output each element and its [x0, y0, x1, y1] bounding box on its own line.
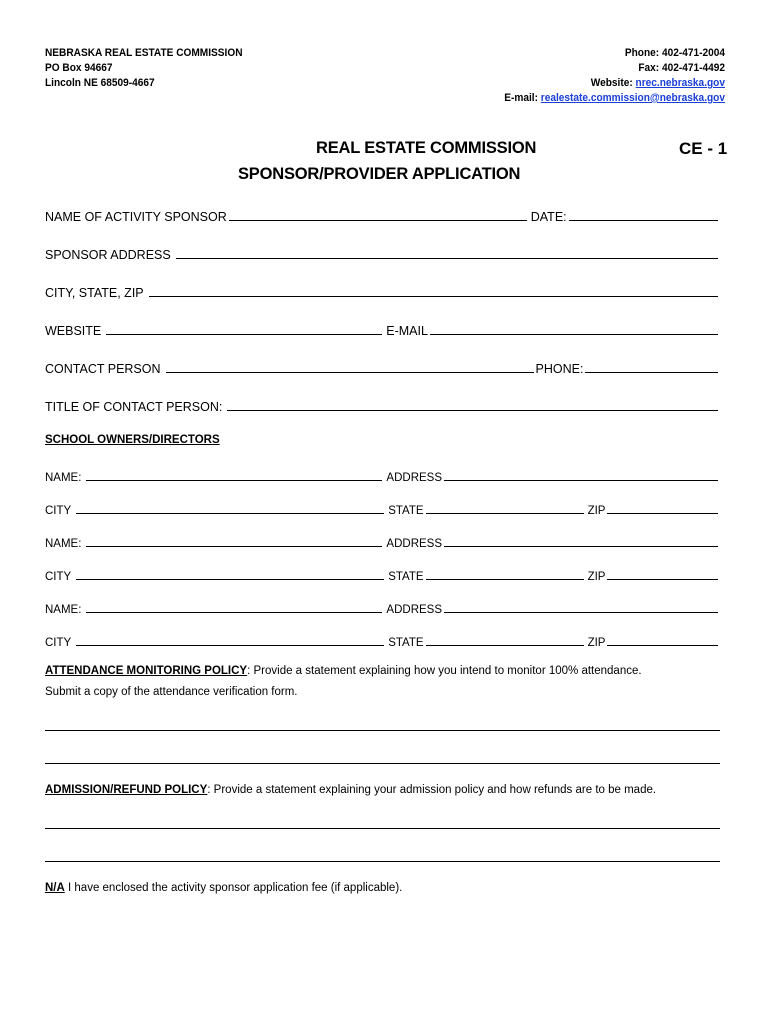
owner-3-city-field[interactable]	[76, 633, 384, 646]
owner-1-city-field[interactable]	[76, 501, 384, 514]
phone-label: PHONE:	[535, 362, 584, 376]
attendance-policy-instruction-2: Submit a copy of the attendance verification form.	[45, 686, 298, 698]
owner-2-name-label: NAME:	[45, 538, 82, 550]
website-link[interactable]: nrec.nebraska.gov	[635, 77, 725, 89]
contact-person-field[interactable]	[166, 359, 534, 373]
email-field-label: E-MAIL	[386, 324, 428, 338]
admission-answer-line-2[interactable]	[45, 861, 720, 862]
attendance-answer-line-2[interactable]	[45, 763, 720, 764]
city-state-zip-field[interactable]	[149, 283, 718, 297]
owner-1-name-field[interactable]	[86, 468, 382, 481]
owner-2-name-row	[45, 532, 718, 550]
owner-3-name-field[interactable]	[86, 600, 382, 613]
city-state-zip-label: CITY, STATE, ZIP	[45, 286, 144, 300]
contact-person-label: CONTACT PERSON	[45, 362, 161, 376]
admission-policy-heading: ADMISSION/REFUND POLICY	[45, 784, 208, 796]
org-name: NEBRASKA REAL ESTATE COMMISSION	[45, 47, 243, 59]
attendance-policy-heading: ATTENDANCE MONITORING POLICY	[45, 665, 248, 677]
owner-1-address-field[interactable]	[444, 468, 718, 481]
owner-2-address-label: ADDRESS	[386, 538, 443, 550]
contact-person-row	[45, 358, 718, 376]
owner-1-city-label: CITY	[45, 505, 72, 517]
admission-policy-instruction: : Provide a statement explaining your admission policy and how refunds are to be made.	[207, 784, 657, 796]
owner-2-address-field[interactable]	[444, 534, 718, 547]
owner-3-name-label: NAME:	[45, 604, 82, 616]
activity-sponsor-row	[45, 206, 718, 224]
po-box: PO Box 94667	[45, 62, 113, 74]
commission-address-block	[45, 46, 243, 91]
website-label: Website:	[590, 77, 636, 89]
sponsor-address-field[interactable]	[176, 245, 718, 259]
email-label: E-mail:	[504, 92, 541, 104]
owner-2-state-field[interactable]	[426, 567, 584, 580]
owner-3-city-label: CITY	[45, 637, 72, 649]
owner-3-name-row	[45, 598, 718, 616]
fee-mark: N/A	[45, 882, 65, 894]
commission-contact-block	[504, 46, 725, 106]
email-line	[504, 91, 725, 106]
owner-2-name-field[interactable]	[86, 534, 382, 547]
owner-1-zip-field[interactable]	[607, 501, 718, 514]
form-subtitle: SPONSOR/PROVIDER APPLICATION	[238, 165, 521, 183]
city-line: Lincoln NE 68509-4667	[45, 77, 155, 89]
owner-3-address-label: ADDRESS	[386, 604, 443, 616]
date-field[interactable]	[569, 207, 718, 221]
owner-2-state-label: STATE	[388, 571, 424, 583]
fee-text: I have enclosed the activity sponsor application fee (if applicable).	[64, 882, 403, 894]
owner-1-state-label: STATE	[388, 505, 424, 517]
owner-3-zip-field[interactable]	[607, 633, 718, 646]
admission-policy-text	[45, 780, 725, 801]
contact-title-label: TITLE OF CONTACT PERSON:	[45, 400, 223, 414]
website-line	[504, 76, 725, 91]
form-code: CE - 1	[679, 139, 728, 158]
fax-line: Fax: 402-471-4492	[638, 62, 725, 74]
phone-field[interactable]	[585, 359, 718, 373]
owner-3-zip-label: ZIP	[587, 637, 606, 649]
owner-3-state-label: STATE	[388, 637, 424, 649]
phone-line: Phone: 402-471-2004	[624, 47, 725, 59]
owner-1-city-row	[45, 499, 718, 517]
date-label: DATE:	[530, 210, 567, 224]
owners-heading: SCHOOL OWNERS/DIRECTORS	[45, 434, 220, 446]
activity-sponsor-field[interactable]	[229, 207, 527, 221]
owner-1-name-label: NAME:	[45, 472, 82, 484]
email-field[interactable]	[430, 321, 718, 335]
contact-title-row	[45, 396, 718, 414]
form-title: REAL ESTATE COMMISSION	[316, 139, 537, 157]
city-state-zip-row	[45, 282, 718, 300]
attendance-answer-line-1[interactable]	[45, 730, 720, 731]
owner-3-state-field[interactable]	[426, 633, 584, 646]
owner-1-address-label: ADDRESS	[386, 472, 443, 484]
attendance-policy-text	[45, 661, 725, 703]
admission-answer-line-1[interactable]	[45, 828, 720, 829]
attendance-policy-instruction: : Provide a statement explaining how you intend to monitor 100% attendance.	[247, 665, 642, 677]
fee-statement	[45, 878, 725, 899]
sponsor-address-label: SPONSOR ADDRESS	[45, 248, 171, 262]
owner-1-zip-label: ZIP	[587, 505, 606, 517]
owner-3-city-row	[45, 631, 718, 649]
owner-3-address-field[interactable]	[444, 600, 718, 613]
sponsor-address-row	[45, 244, 718, 262]
owner-2-zip-label: ZIP	[587, 571, 606, 583]
owner-2-zip-field[interactable]	[607, 567, 718, 580]
owner-1-state-field[interactable]	[426, 501, 584, 514]
activity-sponsor-label: NAME OF ACTIVITY SPONSOR	[45, 210, 227, 224]
website-email-row	[45, 320, 718, 338]
owner-2-city-row	[45, 565, 718, 583]
owner-2-city-label: CITY	[45, 571, 72, 583]
email-link[interactable]: realestate.commission@nebraska.gov	[540, 92, 725, 104]
owner-2-city-field[interactable]	[76, 567, 384, 580]
website-field-label: WEBSITE	[45, 324, 102, 338]
website-field[interactable]	[106, 321, 382, 335]
owner-1-name-row	[45, 466, 718, 484]
contact-title-field[interactable]	[227, 397, 718, 411]
